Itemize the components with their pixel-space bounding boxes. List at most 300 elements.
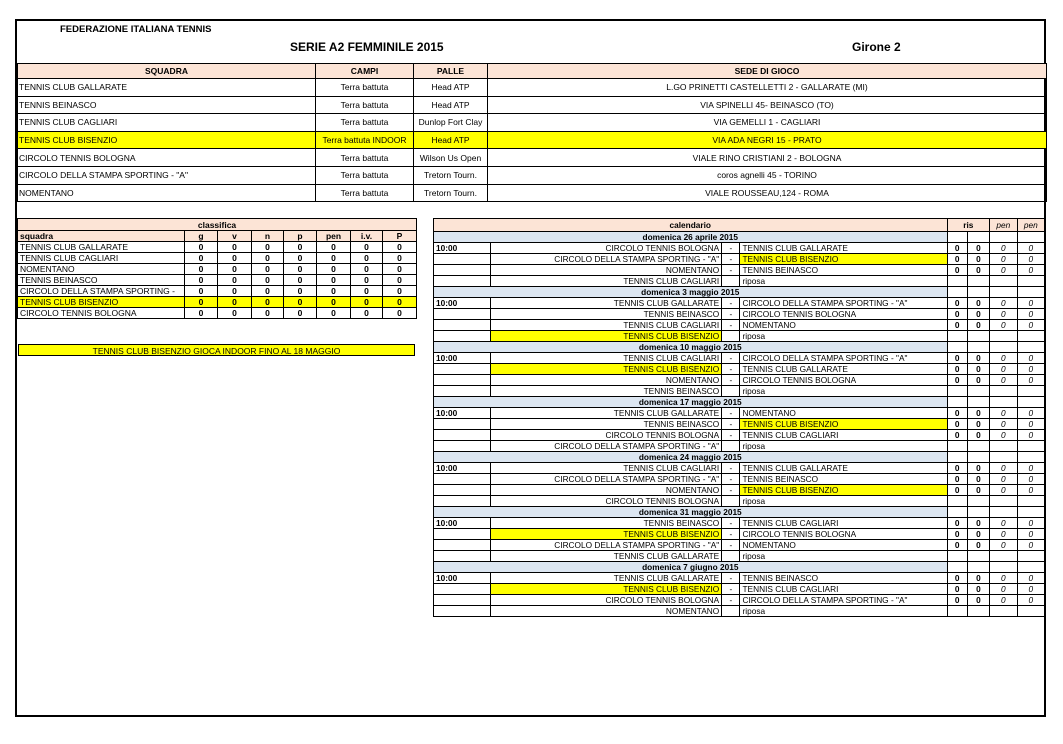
- page-title: SERIE A2 FEMMINILE 2015: [290, 40, 444, 54]
- score-away: 0: [967, 254, 989, 265]
- match-row: [434, 364, 1045, 375]
- pen-home: 0: [990, 518, 1017, 529]
- classifica-value: 0: [383, 297, 417, 308]
- home-team: TENNIS CLUB GALLARATE: [490, 408, 721, 419]
- vs-dash: -: [722, 474, 740, 485]
- match-row: [434, 375, 1045, 386]
- score-blank: [947, 496, 967, 507]
- classifica-title: classifica: [18, 219, 417, 231]
- score-blank: [1017, 606, 1044, 617]
- classifica-value: 0: [383, 242, 417, 253]
- score-blank: [947, 232, 967, 243]
- classifica-value: 0: [252, 308, 284, 319]
- match-time: [434, 485, 491, 496]
- matchday-row: [434, 232, 1045, 243]
- score-blank: [947, 342, 967, 353]
- away-team: TENNIS CLUB BISENZIO: [740, 419, 947, 430]
- score-home: 0: [947, 540, 967, 551]
- match-time: 10:00: [434, 298, 491, 309]
- score-away: 0: [967, 430, 989, 441]
- pen-away: 0: [1017, 320, 1044, 331]
- indoor-note: TENNIS CLUB BISENZIO GIOCA INDOOR FINO AL 18 MAGGIO: [18, 344, 415, 356]
- pen-away: 0: [1017, 485, 1044, 496]
- pen-home: 0: [990, 265, 1017, 276]
- score-blank: [1017, 386, 1044, 397]
- score-home: 0: [947, 254, 967, 265]
- score-blank: [1017, 496, 1044, 507]
- score-away: 0: [967, 584, 989, 595]
- score-blank: [947, 551, 967, 562]
- away-team: CIRCOLO DELLA STAMPA SPORTING - "A": [740, 353, 947, 364]
- home-team: TENNIS CLUB CAGLIARI: [490, 320, 721, 331]
- team-balls: Head ATP: [414, 79, 488, 97]
- score-blank: [1017, 441, 1044, 452]
- matchday-row: [434, 287, 1045, 298]
- classifica-value: 0: [252, 242, 284, 253]
- calendario-title: calendario: [434, 219, 948, 232]
- matchday-date: domenica 3 maggio 2015: [434, 287, 948, 298]
- calendario-header-row: [434, 219, 1045, 232]
- pen-home: 0: [990, 540, 1017, 551]
- classifica-value: 0: [351, 308, 383, 319]
- pen-home: 0: [990, 419, 1017, 430]
- classifica-value: 0: [185, 242, 218, 253]
- score-blank: [990, 232, 1017, 243]
- pen-home: 0: [990, 463, 1017, 474]
- classifica-value: 0: [383, 253, 417, 264]
- score-blank: [947, 276, 967, 287]
- classifica-value: 0: [284, 275, 317, 286]
- vs-dash: -: [722, 375, 740, 386]
- pen-home: 0: [990, 474, 1017, 485]
- team-courts: Terra battuta: [316, 79, 414, 97]
- match-time: [434, 364, 491, 375]
- teams-header-cell: SQUADRA: [18, 64, 316, 79]
- pen-home: 0: [990, 364, 1017, 375]
- match-time: [434, 276, 491, 287]
- bye-label: riposa: [740, 441, 947, 452]
- bye-label: riposa: [740, 606, 947, 617]
- match-time: 10:00: [434, 573, 491, 584]
- pen-away: 0: [1017, 518, 1044, 529]
- home-team: TENNIS BEINASCO: [490, 309, 721, 320]
- team-venue: L.GO PRINETTI CASTELLETTI 2 - GALLARATE (MI): [488, 79, 1047, 97]
- bye-row: [434, 551, 1045, 562]
- classifica-row: [18, 264, 417, 275]
- score-home: 0: [947, 595, 967, 606]
- match-time: 10:00: [434, 518, 491, 529]
- home-team: NOMENTANO: [490, 375, 721, 386]
- group-label: Girone 2: [852, 40, 901, 54]
- score-blank: [967, 551, 989, 562]
- score-away: 0: [967, 309, 989, 320]
- team-name: CIRCOLO TENNIS BOLOGNA: [18, 149, 316, 167]
- team-balls: Tretorn Tourn.: [414, 166, 488, 184]
- score-blank: [967, 496, 989, 507]
- classifica-value: 0: [284, 308, 317, 319]
- classifica-team: CIRCOLO TENNIS BOLOGNA: [18, 308, 185, 319]
- pen-home: 0: [990, 584, 1017, 595]
- vs-dash: -: [722, 485, 740, 496]
- vs-dash: -: [722, 540, 740, 551]
- vs-dash: -: [722, 430, 740, 441]
- home-team: CIRCOLO DELLA STAMPA SPORTING - "A": [490, 254, 721, 265]
- match-row: [434, 320, 1045, 331]
- bye-team: NOMENTANO: [490, 606, 721, 617]
- team-balls: Wilson Us Open: [414, 149, 488, 167]
- away-team: CIRCOLO TENNIS BOLOGNA: [740, 375, 947, 386]
- pen-home: 0: [990, 485, 1017, 496]
- classifica-value: 0: [218, 264, 252, 275]
- pen-home: 0: [990, 254, 1017, 265]
- score-blank: [947, 562, 967, 573]
- score-away: 0: [967, 573, 989, 584]
- away-team: TENNIS CLUB GALLARATE: [740, 364, 947, 375]
- pen-home: 0: [990, 408, 1017, 419]
- classifica-title-row: [18, 219, 417, 231]
- classifica-value: 0: [218, 308, 252, 319]
- match-time: [434, 474, 491, 485]
- score-home: 0: [947, 309, 967, 320]
- home-team: TENNIS CLUB CAGLIARI: [490, 353, 721, 364]
- score-blank: [947, 397, 967, 408]
- classifica-value: 0: [383, 275, 417, 286]
- match-time: [434, 309, 491, 320]
- score-away: 0: [967, 595, 989, 606]
- matchday-date: domenica 31 maggio 2015: [434, 507, 948, 518]
- score-blank: [1017, 342, 1044, 353]
- away-team: TENNIS BEINASCO: [740, 573, 947, 584]
- pen-home: 0: [990, 595, 1017, 606]
- match-row: [434, 518, 1045, 529]
- classifica-value: 0: [284, 286, 317, 297]
- team-venue: VIA GEMELLI 1 - CAGLIARI: [488, 114, 1047, 132]
- pen-away: 0: [1017, 408, 1044, 419]
- score-blank: [990, 496, 1017, 507]
- classifica-value: 0: [218, 297, 252, 308]
- team-venue: coros agnelli 45 - TORINO: [488, 166, 1047, 184]
- home-team: CIRCOLO TENNIS BOLOGNA: [490, 595, 721, 606]
- teams-header-row: [18, 64, 1047, 79]
- away-team: TENNIS CLUB GALLARATE: [740, 243, 947, 254]
- away-team: CIRCOLO TENNIS BOLOGNA: [740, 309, 947, 320]
- match-time: 10:00: [434, 353, 491, 364]
- match-time: 10:00: [434, 463, 491, 474]
- vs-dash: -: [722, 463, 740, 474]
- matchday-date: domenica 24 maggio 2015: [434, 452, 948, 463]
- score-blank: [1017, 331, 1044, 342]
- classifica-value: 0: [351, 275, 383, 286]
- home-team: TENNIS CLUB BISENZIO: [490, 584, 721, 595]
- score-blank: [1017, 507, 1044, 518]
- classifica-value: 0: [317, 297, 351, 308]
- classifica-value: 0: [218, 242, 252, 253]
- classifica-value: 0: [351, 264, 383, 275]
- classifica-team: TENNIS CLUB BISENZIO: [18, 297, 185, 308]
- score-blank: [990, 452, 1017, 463]
- match-row: [434, 485, 1045, 496]
- score-home: 0: [947, 298, 967, 309]
- classifica-value: 0: [185, 286, 218, 297]
- classifica-value: 0: [383, 308, 417, 319]
- pen-header: pen: [1017, 219, 1044, 232]
- score-home: 0: [947, 529, 967, 540]
- home-team: CIRCOLO DELLA STAMPA SPORTING - "A": [490, 474, 721, 485]
- match-time: [434, 265, 491, 276]
- score-blank: [990, 342, 1017, 353]
- score-away: 0: [967, 375, 989, 386]
- classifica-team: TENNIS BEINASCO: [18, 275, 185, 286]
- vs-dash: -: [722, 518, 740, 529]
- match-time: [434, 419, 491, 430]
- team-venue: VIA ADA NEGRI 15 - PRATO: [488, 131, 1047, 149]
- home-team: TENNIS BEINASCO: [490, 419, 721, 430]
- vs-dash: -: [722, 573, 740, 584]
- teams-header-cell: CAMPI: [316, 64, 414, 79]
- score-blank: [1017, 276, 1044, 287]
- pen-away: 0: [1017, 573, 1044, 584]
- classifica-value: 0: [317, 275, 351, 286]
- score-away: 0: [967, 474, 989, 485]
- classifica-value: 0: [185, 264, 218, 275]
- away-team: NOMENTANO: [740, 320, 947, 331]
- matchday-date: domenica 26 aprile 2015: [434, 232, 948, 243]
- pen-away: 0: [1017, 584, 1044, 595]
- score-blank: [967, 606, 989, 617]
- score-home: 0: [947, 375, 967, 386]
- vs-dash: -: [722, 309, 740, 320]
- team-name: TENNIS CLUB CAGLIARI: [18, 114, 316, 132]
- score-away: 0: [967, 419, 989, 430]
- match-row: [434, 573, 1045, 584]
- classifica-team: TENNIS CLUB GALLARATE: [18, 242, 185, 253]
- match-row: [434, 298, 1045, 309]
- score-home: 0: [947, 485, 967, 496]
- vs-dash: -: [722, 298, 740, 309]
- match-row: [434, 309, 1045, 320]
- classifica-value: 0: [351, 242, 383, 253]
- pen-away: 0: [1017, 419, 1044, 430]
- match-time: [434, 320, 491, 331]
- vs-dash: -: [722, 320, 740, 331]
- match-time: [434, 584, 491, 595]
- pen-away: 0: [1017, 243, 1044, 254]
- classifica-header-cell: g: [185, 231, 218, 242]
- matchday-row: [434, 507, 1045, 518]
- score-home: 0: [947, 430, 967, 441]
- matchday-date: domenica 17 maggio 2015: [434, 397, 948, 408]
- score-away: 0: [967, 243, 989, 254]
- away-team: TENNIS CLUB CAGLIARI: [740, 584, 947, 595]
- team-courts: Terra battuta: [316, 96, 414, 114]
- team-balls: Head ATP: [414, 96, 488, 114]
- score-home: 0: [947, 584, 967, 595]
- pen-header: pen: [990, 219, 1017, 232]
- team-courts: Terra battuta: [316, 114, 414, 132]
- away-team: NOMENTANO: [740, 540, 947, 551]
- calendario-table: [433, 218, 1045, 617]
- score-away: 0: [967, 320, 989, 331]
- team-row: [18, 166, 1047, 184]
- classifica-value: 0: [317, 286, 351, 297]
- score-blank: [990, 397, 1017, 408]
- match-time: [434, 331, 491, 342]
- match-time: [434, 529, 491, 540]
- classifica-header-cell: squadra: [18, 231, 185, 242]
- match-row: [434, 474, 1045, 485]
- classifica-value: 0: [185, 308, 218, 319]
- match-time: 10:00: [434, 243, 491, 254]
- match-time: [434, 386, 491, 397]
- teams-header-cell: PALLE: [414, 64, 488, 79]
- ris-header: ris: [947, 219, 990, 232]
- pen-away: 0: [1017, 254, 1044, 265]
- score-blank: [990, 507, 1017, 518]
- score-home: 0: [947, 573, 967, 584]
- team-name: TENNIS CLUB BISENZIO: [18, 131, 316, 149]
- away-team: TENNIS BEINASCO: [740, 474, 947, 485]
- score-home: 0: [947, 265, 967, 276]
- bye-label: riposa: [740, 496, 947, 507]
- score-blank: [967, 331, 989, 342]
- classifica-value: 0: [317, 253, 351, 264]
- score-blank: [947, 331, 967, 342]
- bye-team: CIRCOLO TENNIS BOLOGNA: [490, 496, 721, 507]
- score-blank: [967, 386, 989, 397]
- classifica-table: [17, 218, 417, 319]
- bye-row: [434, 441, 1045, 452]
- score-away: 0: [967, 265, 989, 276]
- bye-team: TENNIS CLUB CAGLIARI: [490, 276, 721, 287]
- team-balls: Head ATP: [414, 131, 488, 149]
- pen-away: 0: [1017, 265, 1044, 276]
- team-courts: Terra battuta INDOOR: [316, 131, 414, 149]
- vs-dash: -: [722, 595, 740, 606]
- pen-home: 0: [990, 298, 1017, 309]
- match-row: [434, 419, 1045, 430]
- score-blank: [967, 562, 989, 573]
- classifica-value: 0: [284, 253, 317, 264]
- team-name: TENNIS CLUB GALLARATE: [18, 79, 316, 97]
- score-blank: [967, 441, 989, 452]
- classifica-header-cell: pen: [317, 231, 351, 242]
- classifica-value: 0: [252, 297, 284, 308]
- match-row: [434, 584, 1045, 595]
- team-name: CIRCOLO DELLA STAMPA SPORTING - "A": [18, 166, 316, 184]
- bye-row: [434, 276, 1045, 287]
- vs-dash: -: [722, 364, 740, 375]
- home-team: TENNIS CLUB GALLARATE: [490, 298, 721, 309]
- home-team: TENNIS CLUB BISENZIO: [490, 529, 721, 540]
- matchday-row: [434, 342, 1045, 353]
- score-away: 0: [967, 364, 989, 375]
- score-blank: [947, 452, 967, 463]
- team-courts: Terra battuta: [316, 149, 414, 167]
- bye-row: [434, 606, 1045, 617]
- match-row: [434, 254, 1045, 265]
- classifica-value: 0: [252, 286, 284, 297]
- away-team: TENNIS CLUB BISENZIO: [740, 485, 947, 496]
- classifica-value: 0: [284, 297, 317, 308]
- home-team: NOMENTANO: [490, 265, 721, 276]
- pen-away: 0: [1017, 540, 1044, 551]
- team-courts: Terra battuta: [316, 166, 414, 184]
- teams-table: [17, 63, 1047, 202]
- score-away: 0: [967, 298, 989, 309]
- score-home: 0: [947, 474, 967, 485]
- pen-home: 0: [990, 375, 1017, 386]
- score-blank: [990, 562, 1017, 573]
- vs-dash: [722, 386, 740, 397]
- home-team: TENNIS CLUB CAGLIARI: [490, 463, 721, 474]
- match-row: [434, 463, 1045, 474]
- score-blank: [947, 386, 967, 397]
- vs-dash: [722, 551, 740, 562]
- team-courts: Terra battuta: [316, 184, 414, 202]
- score-away: 0: [967, 540, 989, 551]
- score-blank: [967, 452, 989, 463]
- classifica-value: 0: [284, 264, 317, 275]
- classifica-team: NOMENTANO: [18, 264, 185, 275]
- pen-away: 0: [1017, 430, 1044, 441]
- vs-dash: -: [722, 353, 740, 364]
- classifica-value: 0: [218, 275, 252, 286]
- matchday-date: domenica 10 maggio 2015: [434, 342, 948, 353]
- score-blank: [1017, 397, 1044, 408]
- score-blank: [947, 606, 967, 617]
- classifica-header-cell: p: [284, 231, 317, 242]
- team-row: [18, 79, 1047, 97]
- matchday-date: domenica 7 giugno 2015: [434, 562, 948, 573]
- vs-dash: [722, 606, 740, 617]
- classifica-row: [18, 308, 417, 319]
- team-row: [18, 184, 1047, 202]
- classifica-team: CIRCOLO DELLA STAMPA SPORTING -: [18, 286, 185, 297]
- vs-dash: [722, 441, 740, 452]
- classifica-value: 0: [351, 297, 383, 308]
- match-time: [434, 606, 491, 617]
- match-row: [434, 540, 1045, 551]
- bye-team: TENNIS CLUB BISENZIO: [490, 331, 721, 342]
- score-blank: [990, 551, 1017, 562]
- match-time: [434, 430, 491, 441]
- classifica-row: [18, 297, 417, 308]
- score-away: 0: [967, 463, 989, 474]
- vs-dash: -: [722, 408, 740, 419]
- score-blank: [967, 507, 989, 518]
- match-row: [434, 595, 1045, 606]
- score-blank: [1017, 452, 1044, 463]
- classifica-header-cell: n: [252, 231, 284, 242]
- bye-row: [434, 496, 1045, 507]
- team-venue: VIALE RINO CRISTIANI 2 - BOLOGNA: [488, 149, 1047, 167]
- home-team: TENNIS BEINASCO: [490, 518, 721, 529]
- classifica-value: 0: [383, 286, 417, 297]
- pen-home: 0: [990, 309, 1017, 320]
- vs-dash: -: [722, 584, 740, 595]
- score-away: 0: [967, 529, 989, 540]
- classifica-value: 0: [218, 253, 252, 264]
- score-blank: [947, 287, 967, 298]
- team-row: [18, 114, 1047, 132]
- bye-label: riposa: [740, 276, 947, 287]
- match-time: [434, 375, 491, 386]
- match-time: [434, 496, 491, 507]
- bye-label: riposa: [740, 331, 947, 342]
- score-away: 0: [967, 408, 989, 419]
- vs-dash: -: [722, 243, 740, 254]
- match-row: [434, 408, 1045, 419]
